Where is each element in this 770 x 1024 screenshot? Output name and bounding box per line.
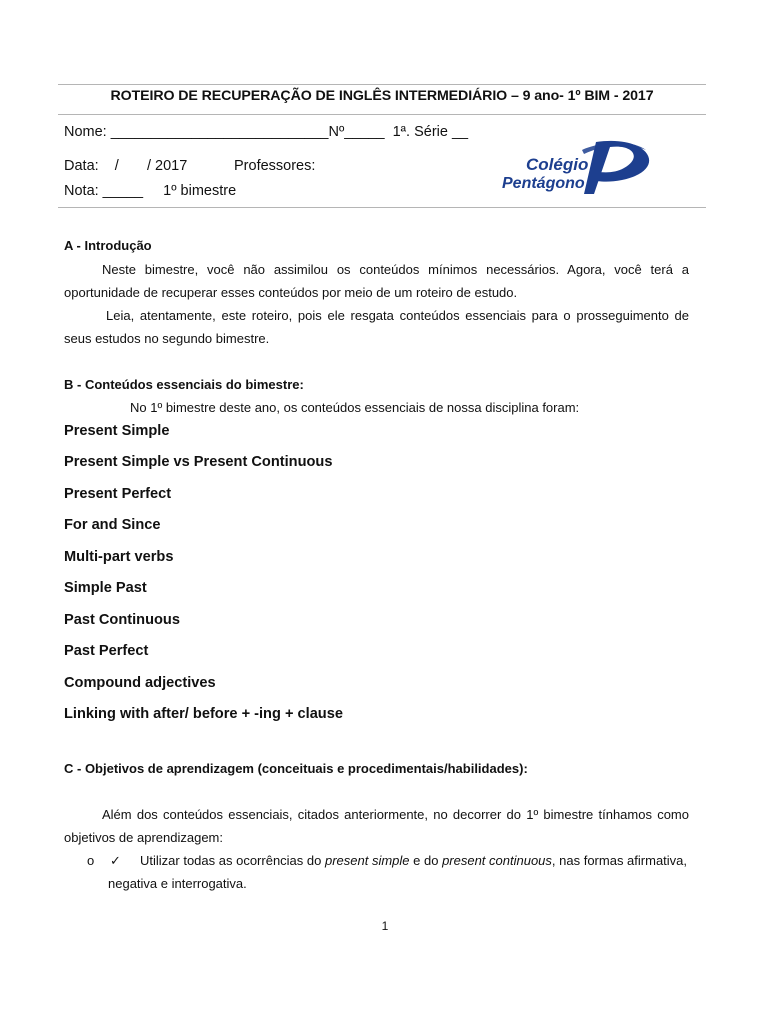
check-icon: ✓: [110, 853, 121, 868]
topic-item: Compound adjectives: [64, 675, 216, 691]
teachers-label: Professores:: [234, 158, 316, 174]
topic-item: Present Simple: [64, 423, 170, 439]
school-logo: [500, 140, 660, 198]
section-a-heading: A - Introdução: [64, 238, 152, 253]
objective-text-part: Utilizar todas as ocorrências do: [140, 853, 325, 868]
topic-item: Multi-part verbs: [64, 549, 174, 565]
section-a-paragraph-2: Leia, atentamente, este roteiro, pois ele resgata conteúdos essenciais para o prosseguimento de seus estudos no segundo bimestre.: [64, 308, 689, 346]
logo-text-colegio: Colégio: [526, 155, 589, 174]
objective-emphasis: present continuous: [442, 853, 552, 868]
topic-item: Present Perfect: [64, 486, 172, 502]
bullet-marker: o: [87, 853, 95, 868]
topic-item: Simple Past: [64, 580, 147, 596]
header-bottom-rule: [58, 207, 706, 208]
header-top-rule: [58, 84, 706, 85]
logo-p-emblem-icon: [582, 141, 649, 194]
section-c-text: [64, 803, 689, 849]
header-title-rule: [58, 114, 706, 115]
page-number: 1: [381, 919, 389, 933]
topic-item: For and Since: [64, 517, 161, 533]
date-field: Data: / / 2017: [64, 158, 188, 174]
section-b-heading: B - Conteúdos essenciais do bimestre:: [64, 377, 304, 392]
grade-line: Nota: _____ 1º bimestre: [64, 183, 237, 199]
topic-item: Past Perfect: [64, 643, 149, 659]
objective-item: [108, 849, 688, 895]
objective-emphasis: present simple: [324, 853, 410, 868]
document-title: ROTEIRO DE RECUPERAÇÃO DE INGLÊS INTERMEDIÁRIO – 9 ano- 1º BIM - 2017: [110, 88, 654, 104]
objective-text-part: , nas formas afirmativa, negativa e interrogativa.: [108, 853, 688, 891]
section-a-paragraph-1: Neste bimestre, você não assimilou os conteúdos mínimos necessários. Agora, você terá a oportunidade de recuperar esses conteúdos por meio de um roteiro de estudo.: [64, 262, 689, 300]
section-b-intro: No 1º bimestre deste ano, os conteúdos essenciais de nossa disciplina foram:: [130, 400, 580, 415]
section-c-heading: C - Objetivos de aprendizagem (conceituais e procedimentais/habilidades):: [64, 761, 528, 776]
name-field-line: Nome: ___________________________Nº_____ 1ª. Série __: [64, 124, 469, 140]
section-a-text: [64, 258, 689, 350]
logo-text-pentagono: Pentágono: [502, 175, 585, 192]
topic-item: Linking with after/ before + -ing + clause: [64, 706, 343, 722]
topic-item: Past Continuous: [64, 612, 180, 628]
topic-item: Present Simple vs Present Continuous: [64, 454, 333, 470]
objective-text-part: e do: [409, 853, 443, 868]
section-c-paragraph-1: Além dos conteúdos essenciais, citados anteriormente, no decorrer do 1º bimestre tínhamos como objetivos de aprendizagem:: [64, 807, 689, 845]
